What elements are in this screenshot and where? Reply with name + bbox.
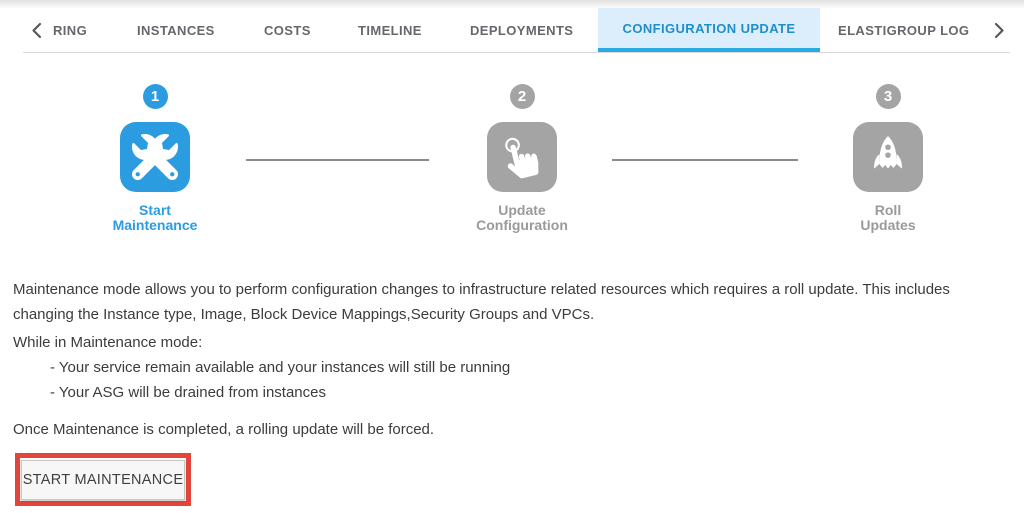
while-in-maintenance-heading: While in Maintenance mode: [13,334,203,351]
step-tile [487,122,557,192]
step-label: Start Maintenance [112,202,198,233]
step-number-badge: 2 [510,84,535,109]
tab-label: RING [53,22,88,38]
tab-bar [0,0,1024,52]
tab-instances[interactable] [137,8,215,52]
tabs-scroll-left-button[interactable] [30,8,43,52]
wizard-step-update-configuration [442,84,602,233]
maintenance-bullet-2: - Your ASG will be drained from instances [50,384,326,401]
tab-deployments[interactable] [470,8,573,52]
tab-configuration-update[interactable] [598,8,820,52]
crossed-wrenches-icon [132,134,178,180]
step-label: Roll Updates [860,202,916,233]
tab-label: COSTS [264,22,311,38]
tab-label: INSTANCES [137,22,215,38]
step-label: Update Configuration [476,202,568,233]
hand-click-icon [497,132,547,182]
tab-timeline[interactable] [358,8,422,52]
tab-label: CONFIGURATION UPDATE [622,20,796,36]
step-tile [853,122,923,192]
tab-label: TIMELINE [358,22,422,38]
start-maintenance-button[interactable]: START MAINTENANCE [21,460,185,500]
wizard-step-start-maintenance [75,84,235,233]
tab-bar-divider [23,52,1010,53]
chevron-right-icon [993,22,1006,39]
red-annotation-box [15,453,191,506]
step-number-badge: 3 [876,84,901,109]
step-number-badge: 1 [143,84,168,109]
step-tile [120,122,190,192]
tabs-scroll-right-button[interactable] [993,8,1006,52]
maintenance-bullet-1: - Your service remain available and your instances will still be running [50,359,511,376]
tab-label: ELASTIGROUP LOG [838,22,970,38]
maintenance-wizard [0,84,1024,234]
rocket-icon [864,133,912,181]
tab-ring[interactable] [53,8,87,52]
maintenance-description: Maintenance mode allows you to perform configuration changes to infrastructure related resources which requires a roll update. This includes changing the Instance type, Image, Block Device Mappings,Security Groups and VPCs. [13,281,950,323]
step-connector-1 [246,159,429,161]
tab-label: DEPLOYMENTS [470,22,574,38]
tab-costs[interactable] [264,8,311,52]
chevron-left-icon [30,22,43,39]
wizard-step-roll-updates [808,84,968,233]
step-connector-2 [612,159,798,161]
once-completed-text: Once Maintenance is completed, a rolling update will be forced. [13,421,435,438]
tab-elastigroup-log[interactable] [838,8,969,52]
